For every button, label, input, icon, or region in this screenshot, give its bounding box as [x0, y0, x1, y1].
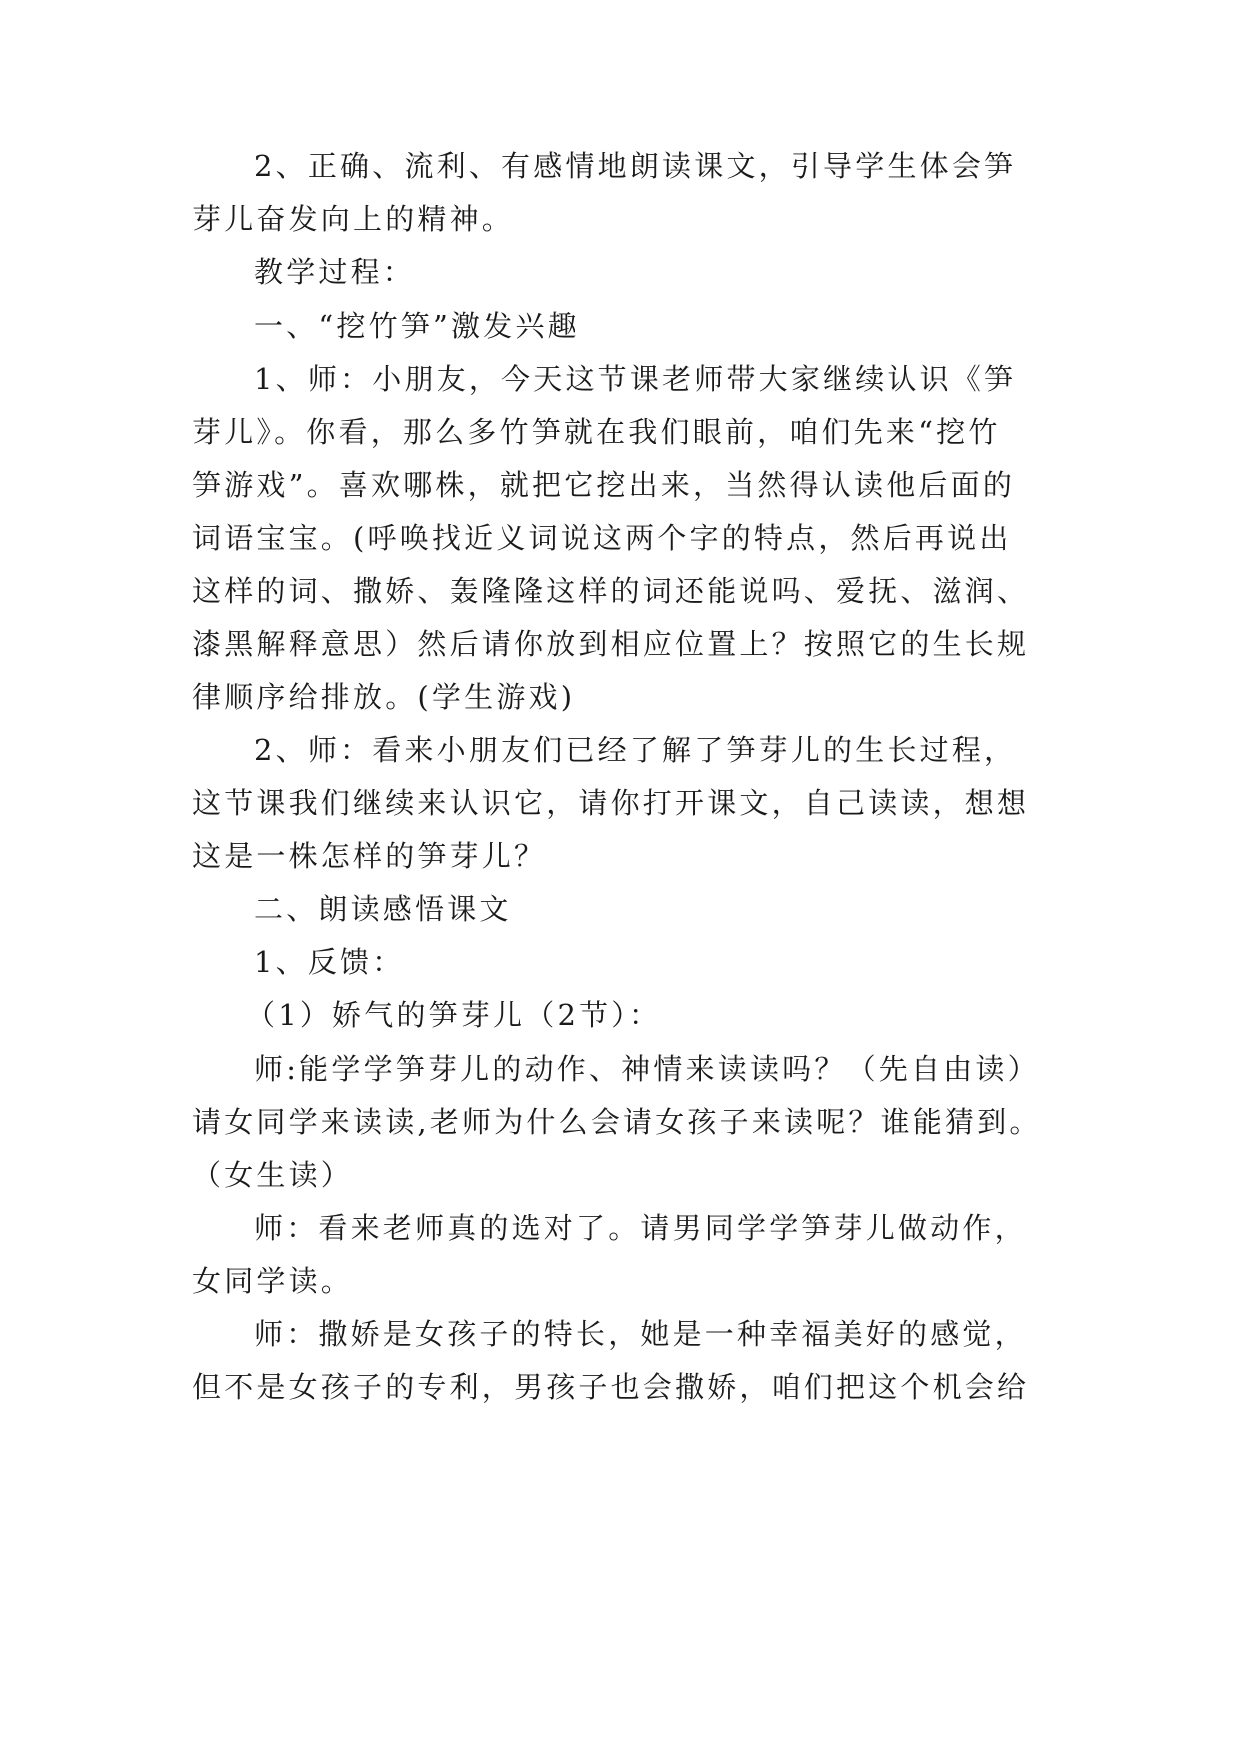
paragraph-line: 芽儿》。你看，那么多竹笋就在我们眼前，咱们先来“挖竹 [192, 415, 1001, 449]
paragraph-line: 这样的词、撒娇、轰隆隆这样的词还能说吗、爱抚、滋润、 [192, 574, 1030, 608]
paragraph-line: 律顺序给排放。(学生游戏) [192, 680, 576, 714]
paragraph-line: 词语宝宝。(呼唤找近义词说这两个字的特点，然后再说出 [192, 521, 1012, 555]
paragraph-line: 请女同学来读读,老师为什么会请女孩子来读呢？谁能猜到。 [192, 1105, 1042, 1139]
paragraph-line: 师：撒娇是女孩子的特长，她是一种幸福美好的感觉， [254, 1317, 1027, 1351]
paragraph-line: 笋游戏”。喜欢哪株，就把它挖出来，当然得认读他后面的 [192, 468, 1016, 502]
paragraph-line: 这节课我们继续来认识它，请你打开课文，自己读读，想想 [192, 786, 1030, 820]
paragraph-line: 2、师：看来小朋友们已经了解了笋芽儿的生长过程， [254, 733, 1017, 767]
paragraph-line: 芽儿奋发向上的精神。 [192, 202, 515, 236]
paragraph-line: 漆黑解释意思）然后请你放到相应位置上？按照它的生长规 [192, 627, 1030, 661]
paragraph-line: 女同学读。 [192, 1264, 354, 1298]
paragraph-line: 2、正确、流利、有感情地朗读课文，引导学生体会笋 [254, 149, 1017, 183]
paragraph-line: （1）娇气的笋芽儿（2节）： [246, 998, 662, 1032]
paragraph-line: 1、反馈： [254, 945, 405, 979]
section-heading: 一、“挖竹笋”激发兴趣 [254, 309, 580, 343]
paragraph-line: （女生读） [192, 1158, 354, 1192]
paragraph-line: 师：看来老师真的选对了。请男同学学笋芽儿做动作， [254, 1211, 1027, 1245]
section-heading: 教学过程： [254, 255, 416, 289]
paragraph-line: 这是一株怎样的笋芽儿？ [192, 839, 547, 873]
section-heading: 二、朗读感悟课文 [254, 892, 512, 926]
paragraph-line: 但不是女孩子的专利，男孩子也会撒娇，咱们把这个机会给 [192, 1370, 1030, 1404]
paragraph-line: 师:能学学笋芽儿的动作、神情来读读吗？（先自由读） [254, 1052, 1040, 1086]
paragraph-line: 1、师：小朋友，今天这节课老师带大家继续认识《笋 [254, 362, 1017, 396]
